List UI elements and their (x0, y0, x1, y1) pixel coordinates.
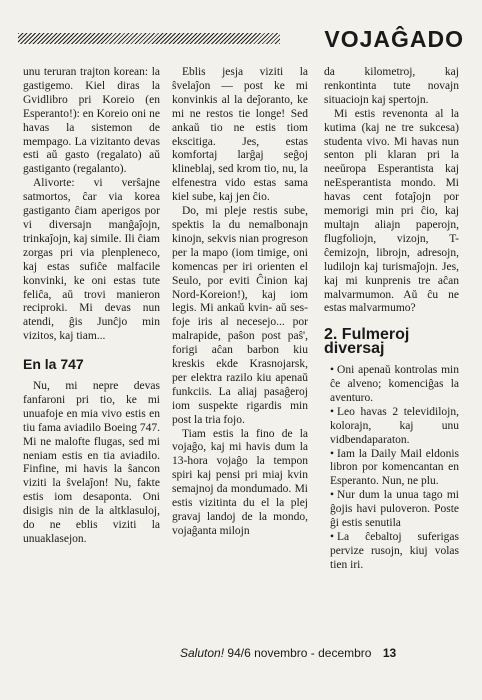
bullet-item: • Nur dum la unua tago mi ĝojis havi puloveron. Poste ĝi estis senutila (330, 489, 459, 530)
bullet-item: • Iam la Daily Mail eldonis libron por komencantan en Esperanto. Nun, ne plu. (330, 447, 459, 488)
bullet-item: • La ĉebaltoj suferigas pervize rusojn, kiuj volas tien iri. (330, 531, 459, 571)
paragraph: Mi estis revenonta al la kutima (kaj ne tre sukcesa) studenta vivo. Mi havas nun senton pli klaran pri la neeŭropa Esperantista kaj neEsperantista mondo. Mi havas cent fotaĵojn por memorigi min pri ĉio, kaj multajn aliajn paperojn, flugfoliojn, vizojn, T-ĉemizojn, librojn, adresojn, ludilojn kaj turismaĵojn. Jes, kaj mi kunprenis tre aĉan malvarmumon. Aŭ ĉu ne estas malvarmumo? (324, 107, 459, 315)
bullet-icon: • (330, 364, 335, 377)
paragraph: Nu, mi nepre devas fanfaroni pri tio, ke mi unuafoje en mia vivo estis en tiu fama aviadilo Boeing 747. Mi ne malofte flugas, sed mi neniam estis en tia aviadilo. Finfine, mi havis la ŝancon viziti la ŝvelaĵon! Nu, fakte estis iom desaponta. Oni disigis nin de la altklasuloj, do ne eblis viziti la unuaklasejon. (23, 380, 161, 545)
bullet-list (324, 364, 459, 573)
bullet-icon: • (330, 405, 335, 418)
subheading: 2. Fulmeroj diversaj (324, 326, 410, 358)
bullet-icon: • (330, 447, 335, 460)
page-number: 13 (382, 646, 397, 660)
paragraph: Alivorte: vi verŝajne satmortos, ĉar via korea gastiganto ĉiam aperigos por vi diversajn manĝaĵojn, trinkaĵojn, kaj simile. Ili ĉiam zorgas pri via plenpleneco, kaj estas sufiĉe malfacile konvinki, ke oni estas tute feliĉa, aŭ trovi manieron reciproki. Mi devas nun atendi, ĝis Junĉjo min vizitos, kaj tiam... (23, 177, 160, 343)
magazine-name: Saluton! (180, 646, 225, 660)
paragraph: Tiam estis la fino de la vojaĝo, kaj mi havis dum la 13-hora vojaĝo la tempon spiri kaj pensi pri miaj kvin semajnoj da mondumado. Mi estis vizitinta du el la plej gravaj landoj de la mondo, vojaĝanta milojn (172, 427, 308, 537)
issue-number: 94/6 (227, 646, 251, 660)
column-1 (23, 66, 160, 547)
bullet-item: • Oni apenaŭ kontrolas min ĉe alveno; komenciĝas la aventuro. (330, 364, 459, 404)
bullet-icon: • (330, 531, 335, 543)
column-3 (324, 66, 459, 573)
paragraph: Eblis jesja viziti la ŝvelaĵon — post ke mi konvinkis al la deĵoranto, ke mi ne restos tie longe! Sed ankaŭ tio ne estis tiom ekscitiga. Jes, estas komfortaj larĝaj seĝoj klineblaj, sed krom tio, nu, la elfenestra vido estas sama kiel sube, kaj jen ĉio. (172, 66, 308, 204)
bullet-item: • Leo havas 2 televidilojn, kolorajn, kaj unu vidbendaparaton. (330, 405, 459, 446)
header-hatch-bar (18, 33, 280, 44)
issue-months: novembro - decembro (254, 646, 372, 660)
paragraph: da kilometroj, kaj renkontinta tute novajn situaciojn kaj spertojn. (324, 66, 459, 106)
subheading: En la 747 (23, 356, 84, 373)
paragraph: unu teruran trajton korean: la gastigemo. Kiel diras la Gvidlibro pri Koreio (en Esperanto!): en Koreio oni ne havas la sistemon de mempago. La vizitanto devas esti aŭ gasto (regalato) aŭ gastiganto (regalanto). (23, 66, 160, 176)
paragraph: Do, mi pleje restis sube, spektis la du nemalbonajn kinojn, sekvis nian progreson per la mapo (iom timige, oni komencas per iri orienten el Seulo, por eviti Ĉinion kaj Nord-Koreion!), kaj iom legis. Mi ankaŭ kvin- aŭ ses-foje iris al necesejo... por malrapide, paŝon post paŝ', forigi aĉan barbon kiu kreskis ekde Krasnojarsk, per elektra razilo kiu apenaŭ funkciis. La aliaj pasaĝeroj iom suspekte rigardis min post la tria fojo. (172, 205, 308, 426)
page-footer (180, 646, 396, 660)
section-title: VOJAĜADO (324, 26, 464, 52)
bullet-icon: • (330, 489, 335, 502)
column-2 (172, 66, 308, 539)
